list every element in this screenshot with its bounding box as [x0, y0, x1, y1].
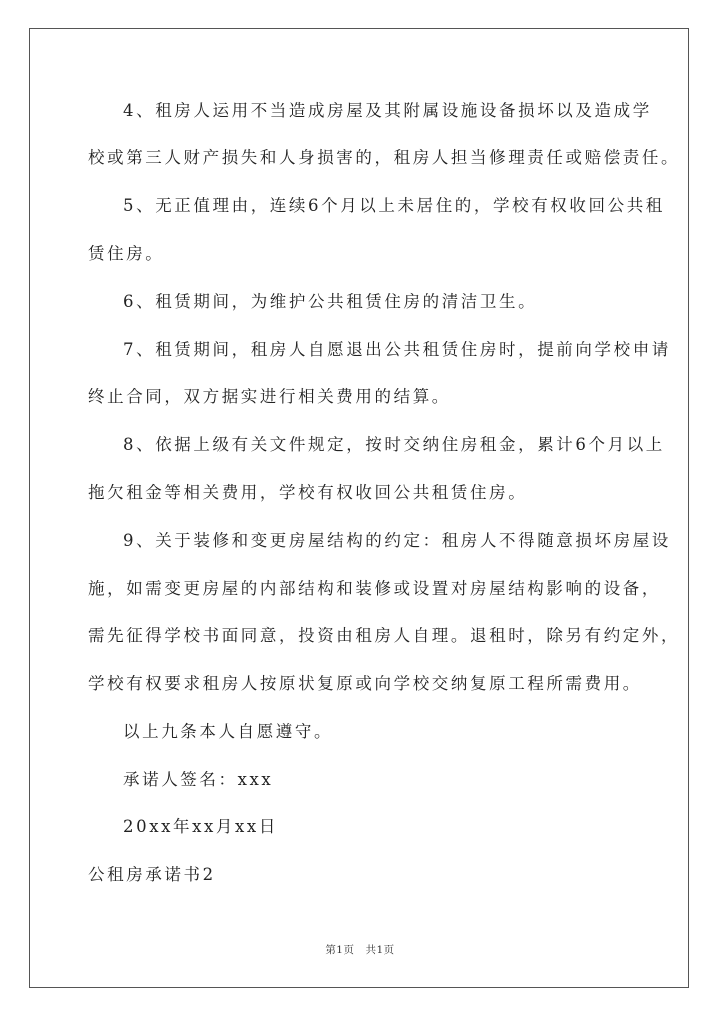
clause-4-line-2: 校或第三人财产损失和人身损害的，租房人担当修理责任或赔偿责任。 — [88, 148, 681, 167]
compliance-statement: 以上九条本人自愿遵守。 — [123, 722, 334, 741]
clause-8-line-2: 拖欠租金等相关费用，学校有权收回公共租赁住房。 — [88, 483, 528, 502]
clause-4-line-1: 4、租房人运用不当造成房屋及其附属设施设备损坏以及造成学 — [123, 101, 652, 120]
clause-7-line-2: 终止合同，双方据实进行相关费用的结算。 — [88, 387, 451, 406]
clause-9-line-3: 需先征得学校书面同意，投资由租房人自理。退租时，除另有约定外， — [88, 626, 681, 645]
page-footer: 第1页 共1页 — [325, 944, 395, 956]
page-border — [29, 28, 689, 988]
clause-5-line-2: 赁住房。 — [88, 244, 165, 263]
clause-5-line-1: 5、无正值理由，连续6个月以上未居住的，学校有权收回公共租 — [123, 196, 665, 215]
clause-9-line-4: 学校有权要求租房人按原状复原或向学校交纳复原工程所需费用。 — [88, 674, 642, 693]
clause-8-line-1: 8、依据上级有关文件规定，按时交纳住房租金，累计6个月以上 — [123, 435, 665, 454]
clause-9-line-2: 施，如需变更房屋的内部结构和装修或设置对房屋结构影响的设备， — [88, 579, 661, 598]
next-section-title: 公租房承诺书2 — [88, 865, 216, 884]
clause-7-line-1: 7、租赁期间，租房人自愿退出公共租赁住房时，提前向学校申请 — [123, 340, 671, 359]
signature-line: 承诺人签名：xxx — [123, 770, 274, 789]
clause-9-line-1: 9、关于装修和变更房屋结构的约定：租房人不得随意损坏房屋设 — [123, 531, 671, 550]
clause-6-line-1: 6、租赁期间，为维护公共租赁住房的清洁卫生。 — [123, 292, 538, 311]
date-line: 20xx年xx月xx日 — [123, 817, 278, 836]
